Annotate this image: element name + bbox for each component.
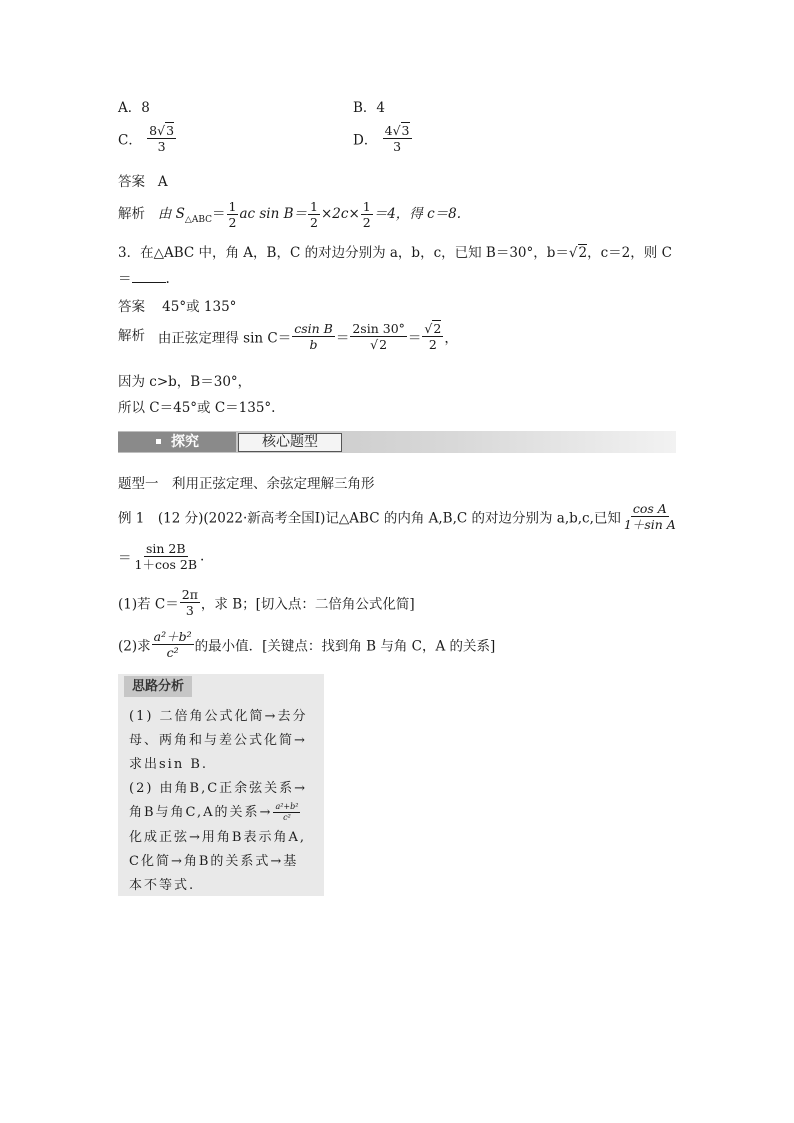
solution-3-line-2: 因为 c>b，B＝30°， bbox=[118, 374, 252, 390]
solution-3-eq-1: ＝ bbox=[335, 330, 350, 347]
analysis-line-7: C化简→角B的关系式→基 bbox=[129, 854, 299, 869]
example-1-line-1 bbox=[118, 502, 679, 531]
type-1-title: 题型一 利用正弦定理、余弦定理解三角形 bbox=[118, 476, 375, 492]
solution-1 bbox=[118, 200, 461, 229]
part-1-text-b: ，求 B；[切入点：二倍角公式化简] bbox=[200, 596, 415, 613]
example-1-end: . bbox=[200, 548, 205, 565]
solution-3-frac-1: $\frac{\text{csin B}}{b}$ bbox=[294, 321, 333, 353]
analysis-mini-frac: $\frac{\text{a²+b²}}{\text{c²}}$ bbox=[275, 801, 299, 822]
solution-label: 解析 bbox=[118, 328, 145, 345]
example-1-eq: ＝ bbox=[118, 550, 132, 567]
answer-value: 45°或 135° bbox=[162, 299, 237, 315]
option-b: B．4 bbox=[353, 100, 386, 116]
solution-3-frac-2: $\frac{2\sin 30^\circ}{√2}$ bbox=[352, 321, 405, 353]
option-d-fraction: $\frac{4√3}{3}$ bbox=[384, 123, 410, 155]
q3-text-a: 3．在△ABC 中，角 A，B，C 的对边分别为 a，b，c，已知 B＝30°，b＝ bbox=[118, 245, 569, 261]
part-2 bbox=[118, 630, 495, 659]
solution-1-text-b: ac sin B＝ bbox=[239, 206, 308, 223]
q3-line2-a: ＝ bbox=[118, 271, 132, 287]
solution-1-frac-2: $\frac{1}{2}$ bbox=[310, 199, 318, 231]
answer-blank bbox=[132, 270, 166, 283]
analysis-line-1: (1) 二倍角公式化简→去分 bbox=[129, 709, 308, 724]
solution-1-text-d: ＝4，得 c＝8. bbox=[373, 206, 462, 223]
solution-1-text-a: 由 S bbox=[157, 206, 185, 223]
question-3-line-2 bbox=[118, 267, 170, 287]
analysis-line-2: 母、两角和与差公式化简→ bbox=[129, 733, 307, 748]
analysis-line-8: 本不等式. bbox=[129, 878, 196, 893]
q3-line2-b: . bbox=[165, 271, 170, 287]
option-c-fraction: $\frac{8√3}{3}$ bbox=[149, 123, 175, 155]
option-c-den: 3 bbox=[157, 139, 166, 155]
analysis-line-4: (2) 由角B,C正余弦关系→ bbox=[129, 781, 308, 796]
part-1-frac: $\frac{2\pi}{3}$ bbox=[181, 587, 198, 619]
option-d-coef: 4 bbox=[384, 123, 393, 138]
q3-radicand: 2 bbox=[578, 245, 588, 261]
solution-3-tail: ， bbox=[444, 330, 458, 347]
example-1-text: 例 1 (12 分)(2022·新高考全国Ⅰ)记△ABC 的内角 A,B,C 的对边分别为 a,b,c,已知 bbox=[118, 510, 621, 527]
option-c-coef: 8 bbox=[149, 123, 158, 138]
analysis-line-5-text: 角B与角C,A的关系→ bbox=[129, 805, 273, 820]
section-label-right: 核心题型 bbox=[238, 433, 342, 452]
option-c-prefix: C． bbox=[118, 132, 142, 149]
section-left-text: 探究 bbox=[171, 434, 199, 450]
answer-label: 答案 bbox=[118, 174, 145, 190]
analysis-line-5 bbox=[129, 801, 301, 822]
option-c-radicand: 3 bbox=[166, 123, 175, 138]
option-d-den: 3 bbox=[393, 139, 402, 155]
part-1-text-a: (1)若 C＝ bbox=[118, 596, 179, 613]
analysis-title: 思路分析 bbox=[124, 676, 192, 697]
q3-text-b: ，c＝2，则 C bbox=[587, 245, 672, 261]
solution-3-eq-2: ＝ bbox=[407, 330, 422, 347]
answer-value: A bbox=[157, 174, 168, 190]
solution-3-line-1 bbox=[118, 322, 458, 351]
solution-1-frac-3: $\frac{1}{2}$ bbox=[362, 199, 371, 231]
part-2-text-a: (2)求 bbox=[118, 638, 151, 655]
solution-1-sub: △ABC bbox=[184, 214, 213, 225]
solution-label: 解析 bbox=[118, 206, 145, 223]
solution-3-text-a: 由正弦定理得 sin C＝ bbox=[157, 330, 292, 347]
answer-3 bbox=[118, 295, 236, 315]
solution-1-frac-1: $\frac{1}{2}$ bbox=[228, 199, 237, 231]
example-1-line-2 bbox=[118, 542, 204, 571]
part-1 bbox=[118, 588, 415, 617]
part-2-text-b: 的最小值．[关键点：找到角 B 与角 C，A 的关系] bbox=[194, 638, 496, 655]
analysis-line-6: 化成正弦→用角B表示角A, bbox=[129, 830, 306, 845]
analysis-line-3: 求出sin B. bbox=[129, 757, 209, 772]
answer-1 bbox=[118, 170, 168, 190]
section-label-left bbox=[118, 432, 236, 452]
example-1-frac-2: $\frac{\sin 2B}{1+\cos 2B}$ bbox=[134, 541, 198, 573]
solution-3-line-3: 所以 C＝45°或 C＝135°. bbox=[118, 400, 276, 416]
option-c bbox=[118, 124, 177, 153]
example-1-frac-1: $\frac{\text{cos A}}{\text{1＋sin A}}$ bbox=[623, 501, 676, 533]
solution-1-eq: ＝ bbox=[212, 206, 226, 223]
solution-1-text-c: ×2c× bbox=[320, 206, 360, 223]
question-3-line-1: 3．在△ABC 中，角 A，B，C 的对边分别为 a，b，c，已知 B＝30°，b＝√2，c＝2，则 C bbox=[118, 245, 672, 261]
option-d bbox=[353, 124, 413, 153]
square-bullet-icon bbox=[156, 439, 161, 444]
part-2-frac: $\frac{\text{a²＋b²}}{\text{c²}}$ bbox=[153, 629, 192, 661]
answer-label: 答案 bbox=[118, 299, 145, 315]
option-d-radicand: 3 bbox=[401, 123, 410, 138]
option-d-prefix: D． bbox=[353, 132, 378, 149]
solution-3-frac-3: $\frac{√2}{2}$ bbox=[424, 321, 442, 353]
option-a: A．8 bbox=[118, 100, 150, 116]
